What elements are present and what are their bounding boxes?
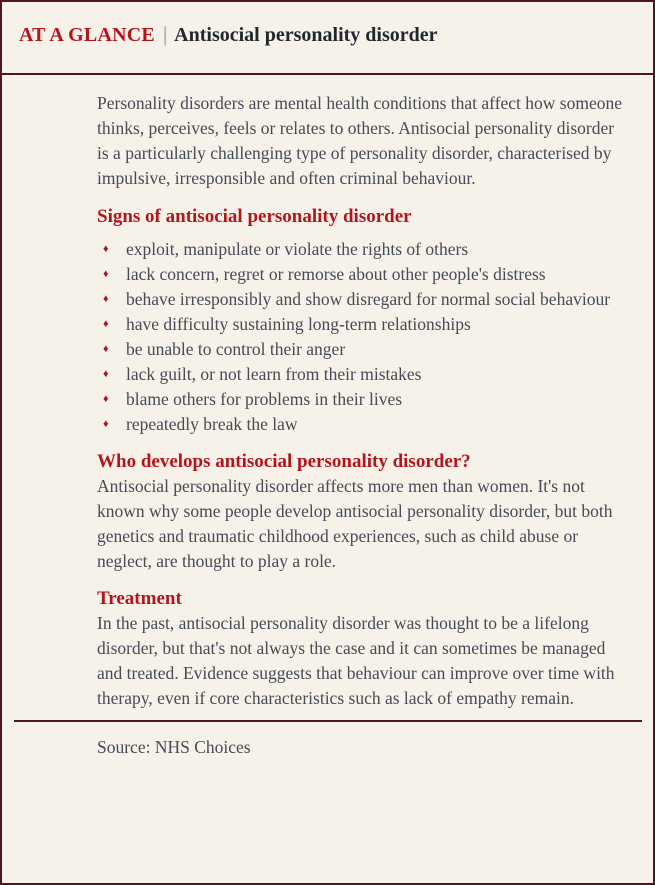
diamond-bullet-icon: ♦: [103, 243, 109, 255]
panel-header: [2, 2, 653, 75]
list-item-text: lack guilt, or not learn from their mistakes: [126, 364, 422, 384]
who-develops-paragraph: Antisocial personality disorder affects more men than women. It's not known why some people develop antisocial personality disorder, but both genetics and traumatic childhood experiences, such as child abuse or neglect, are thought to play a role.: [97, 476, 613, 571]
diamond-bullet-icon: ♦: [103, 293, 109, 305]
diamond-bullet-icon: ♦: [103, 268, 109, 280]
intro-paragraph: Personality disorders are mental health conditions that affect how someone thinks, perceives, feels or relates to others. Antisocial personality disorder is a particularly challenging type of personality disorder, characterised by impulsive, irresponsible and often criminal behaviour.: [97, 93, 623, 188]
separator-bar: |: [162, 22, 168, 46]
panel-footer: [2, 722, 653, 760]
diamond-bullet-icon: ♦: [103, 318, 109, 330]
list-item: [97, 362, 623, 387]
treatment-paragraph: In the past, antisocial personality disorder was thought to be a lifelong disorder, but that's not always the case and it can sometimes be managed and treated. Evidence suggests that behaviour can improve over time with therapy, even if core characteristics such as lack of empathy remain.: [97, 613, 615, 708]
list-item-text: exploit, manipulate or violate the rights of others: [126, 239, 469, 259]
list-item-text: behave irresponsibly and show disregard for normal social behaviour: [126, 289, 611, 309]
list-item: [97, 412, 623, 437]
list-item-text: lack concern, regret or remorse about other people's distress: [126, 264, 546, 284]
treatment-heading: Treatment: [97, 588, 182, 609]
kicker-label: AT A GLANCE: [19, 24, 155, 46]
list-item: [97, 337, 623, 362]
diamond-bullet-icon: ♦: [103, 418, 109, 430]
list-item-text: be unable to control their anger: [126, 339, 346, 359]
signs-heading: Signs of antisocial personality disorder: [97, 206, 412, 227]
signs-list: [97, 237, 623, 437]
list-item-text: have difficulty sustaining long-term relationships: [126, 314, 471, 334]
list-item-text: repeatedly break the law: [126, 414, 298, 434]
list-item: [97, 287, 623, 312]
diamond-bullet-icon: ♦: [103, 393, 109, 405]
list-item: [97, 262, 623, 287]
panel-body: [2, 75, 653, 711]
diamond-bullet-icon: ♦: [103, 368, 109, 380]
diamond-bullet-icon: ♦: [103, 343, 109, 355]
source-text: Source: NHS Choices: [97, 737, 251, 757]
who-develops-heading: Who develops antisocial personality disorder?: [97, 451, 471, 472]
list-item: [97, 312, 623, 337]
list-item: [97, 237, 623, 262]
list-item-text: blame others for problems in their lives: [126, 389, 403, 409]
list-item: [97, 387, 623, 412]
page-title: Antisocial personality disorder: [174, 24, 438, 46]
